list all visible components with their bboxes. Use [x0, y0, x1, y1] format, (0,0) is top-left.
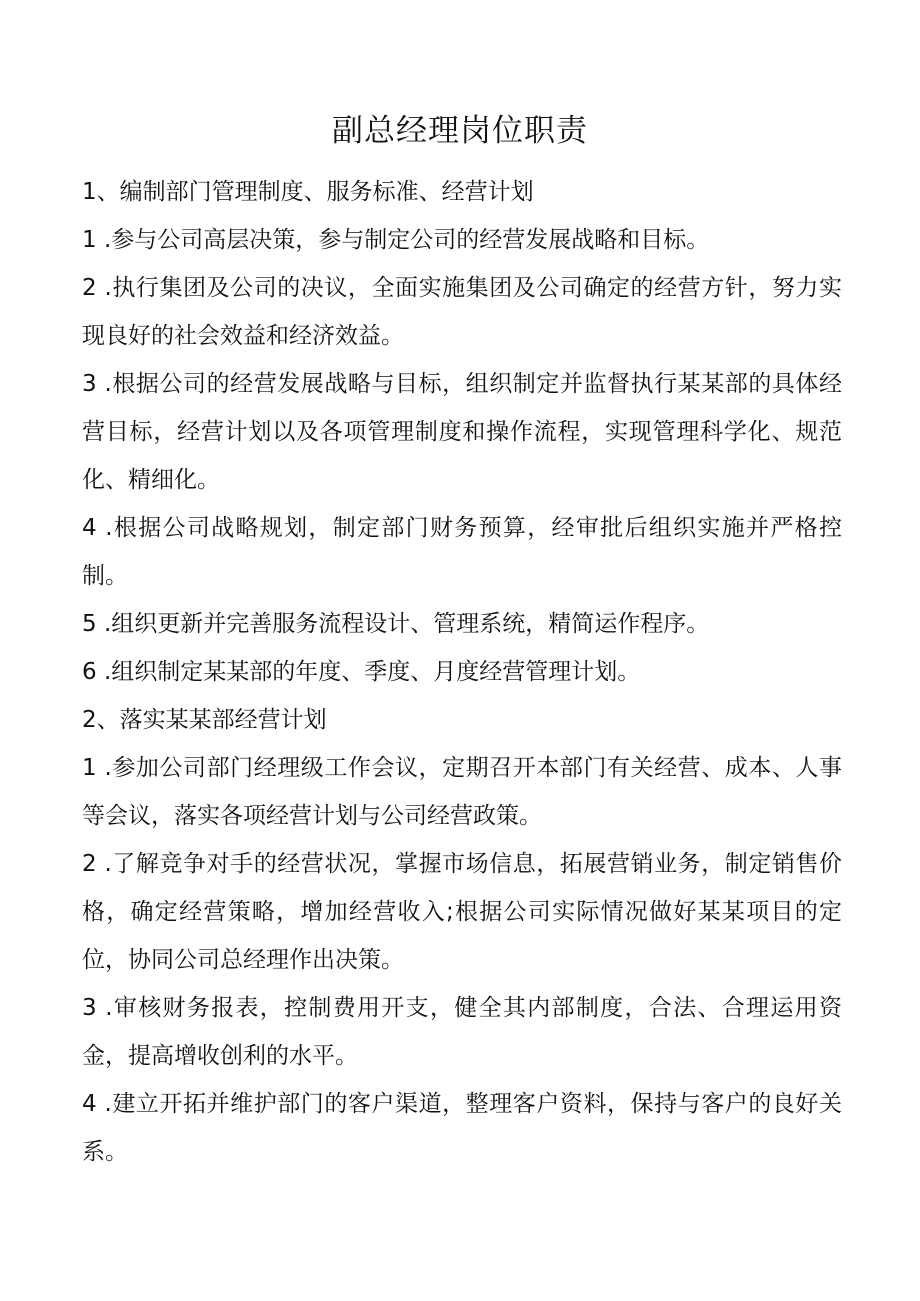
section-heading-2: 2、落实某某部经营计划 — [82, 707, 327, 733]
paragraph-item: 2 .执行集团及公司的决议，全面实施集团及公司确定的经营方针，努力实现良好的社会效益和经济效益。 — [82, 275, 842, 349]
paragraph-item: 6 .组织制定某某部的年度、季度、月度经营管理计划。 — [82, 659, 641, 685]
paragraph-item: 4 .建立开拓并维护部门的客户渠道，整理客户资料，保持与客户的良好关系。 — [82, 1091, 842, 1165]
document-body — [82, 168, 842, 1176]
paragraph-item: 5 .组织更新并完善服务流程设计、管理系统，精简运作程序。 — [82, 611, 710, 637]
paragraph-item: 3 .审核财务报表，控制费用开支，健全其内部制度，合法、合理运用资金，提高增收创利的水平。 — [82, 995, 842, 1069]
paragraph-item: 1 .参加公司部门经理级工作会议，定期召开本部门有关经营、成本、人事等会议，落实各项经营计划与公司经营政策。 — [82, 755, 842, 829]
paragraph-item: 2 .了解竞争对手的经营状况，掌握市场信息，拓展营销业务，制定销售价格，确定经营策略，增加经营收入;根据公司实际情况做好某某项目的定位，协同公司总经理作出决策。 — [82, 851, 842, 973]
paragraph-item: 4 .根据公司战略规划，制定部门财务预算，经审批后组织实施并严格控制。 — [82, 515, 842, 589]
paragraph-item: 3 .根据公司的经营发展战略与目标，组织制定并监督执行某某部的具体经营目标，经营计划以及各项管理制度和操作流程，实现管理科学化、规范化、精细化。 — [82, 371, 842, 493]
document-title: 副总经理岗位职责 — [332, 113, 588, 149]
paragraph-item: 1 .参与公司高层决策，参与制定公司的经营发展战略和目标。 — [82, 227, 710, 253]
section-heading-1: 1、编制部门管理制度、服务标准、经营计划 — [82, 179, 534, 205]
